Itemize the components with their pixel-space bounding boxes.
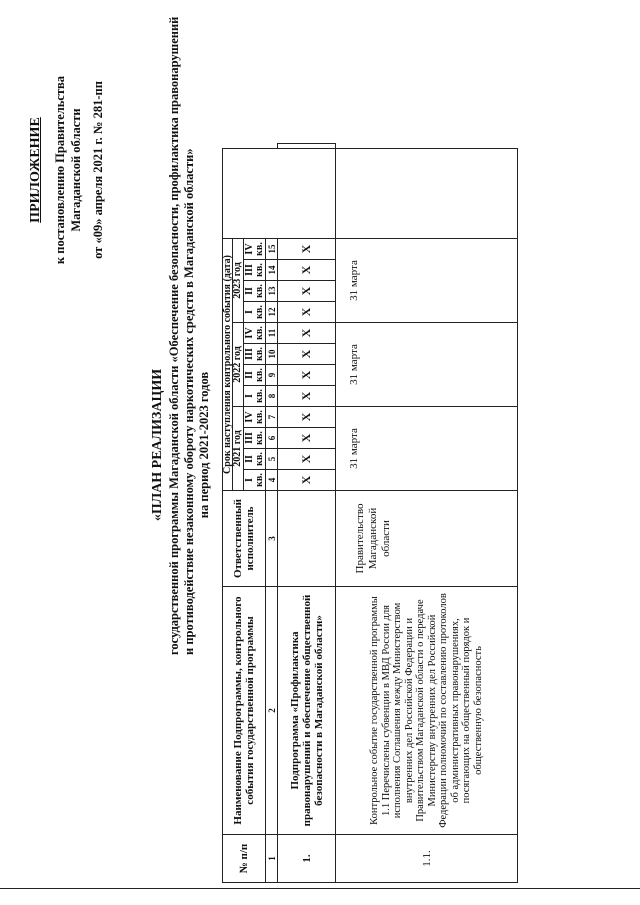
quarter-header: I кв. [244, 470, 266, 491]
year-2021: 2021 год [233, 407, 244, 491]
plan-table [222, 143, 518, 883]
x-mark: Х [278, 386, 336, 407]
quarter-header: II кв. [244, 449, 266, 470]
column-number: 7 [266, 407, 278, 428]
quarter-header: I кв. [244, 386, 266, 407]
appendix-date-line: от «09» апреля 2021 г. № 281-пп [91, 81, 105, 259]
bottom-rule [0, 888, 640, 889]
deadline-2022: 31 марта [336, 323, 518, 407]
header-deadline: Срок наступления контрольного события (дата) [223, 239, 233, 491]
appendix-block [28, 40, 106, 300]
header-name: Наименование Подпрограммы, контрольного события государственной программы [223, 587, 266, 835]
header-num: № п/п [223, 835, 266, 883]
quarter-header: IV кв. [244, 239, 266, 260]
deadline-2023: 31 марта [336, 239, 518, 323]
x-mark: Х [278, 407, 336, 428]
quarter-header: II кв. [244, 365, 266, 386]
column-number: 8 [266, 386, 278, 407]
column-number: 5 [266, 449, 278, 470]
column-number: 12 [266, 302, 278, 323]
plan-line-1: государственной программы Магаданской области «Обеспечение безопасности, профилактика правонарушений [167, 16, 181, 655]
appendix-line-2: Магаданской области [69, 108, 83, 232]
quarter-header: I кв. [244, 302, 266, 323]
plan-heading [150, 16, 212, 655]
x-mark: Х [278, 323, 336, 344]
appendix-title: ПРИЛОЖЕНИЕ [28, 117, 43, 223]
control-event-name: Контрольное событие государственной программы 1.1 Перечислены субвенции в МВД России для исполнения Соглашения между Министерством внутренних дел Российской Федерации и Правительством Магаданской области о передаче Министерству внутренних дел Российской Федерации полномочий по составлению протоколов об административных правонарушениях, посягающих на общественный порядок и общественную безопасность [336, 587, 518, 835]
column-number: 2 [266, 587, 278, 835]
x-mark: Х [278, 365, 336, 386]
column-number: 9 [266, 365, 278, 386]
plan-line-2: и противодействие незаконному обороту наркотических средств в Магаданской области» [182, 148, 196, 655]
plan-line-3: на период 2021-2023 годов [197, 371, 211, 519]
table-row-subprogram [278, 144, 336, 883]
x-mark: Х [278, 428, 336, 449]
x-mark: Х [278, 449, 336, 470]
column-number: 13 [266, 281, 278, 302]
column-number: 3 [266, 491, 278, 587]
x-mark: Х [278, 281, 336, 302]
column-number: 6 [266, 428, 278, 449]
column-number: 15 [266, 239, 278, 260]
blank-cell [336, 149, 518, 239]
year-2023: 2023 год [233, 239, 244, 323]
quarter-header: III кв. [244, 260, 266, 281]
blank-column-header [223, 149, 336, 239]
control-event-executor: Правительство Магаданской области [336, 491, 518, 587]
row-number: 1. [278, 835, 336, 883]
year-2022: 2022 год [233, 323, 244, 407]
blank-cell [278, 144, 336, 149]
column-number: 10 [266, 344, 278, 365]
column-number: 4 [266, 470, 278, 491]
row-number: 1.1. [336, 835, 518, 883]
plan-title: «ПЛАН РЕАЛИЗАЦИИ [150, 368, 165, 522]
subprogram-name: Подпрограмма «Профилактика правонарушений и обеспечение общественной безопасности в Магаданской области» [278, 587, 336, 835]
quarter-header: IV кв. [244, 407, 266, 428]
header-executor: Ответственный исполнитель [223, 491, 266, 587]
x-mark: Х [278, 260, 336, 281]
column-number: 14 [266, 260, 278, 281]
quarter-header: II кв. [244, 281, 266, 302]
x-mark: Х [278, 239, 336, 260]
x-mark: Х [278, 344, 336, 365]
column-number: 11 [266, 323, 278, 344]
deadline-2021: 31 марта [336, 407, 518, 491]
quarter-header: III кв. [244, 428, 266, 449]
quarter-header: III кв. [244, 344, 266, 365]
x-mark: Х [278, 302, 336, 323]
quarter-header: IV кв. [244, 323, 266, 344]
column-number: 1 [266, 835, 278, 883]
table-row-control-event [336, 144, 518, 883]
subprogram-executor [278, 491, 336, 587]
appendix-line-1: к постановлению Правительства [53, 75, 67, 265]
x-mark: Х [278, 470, 336, 491]
